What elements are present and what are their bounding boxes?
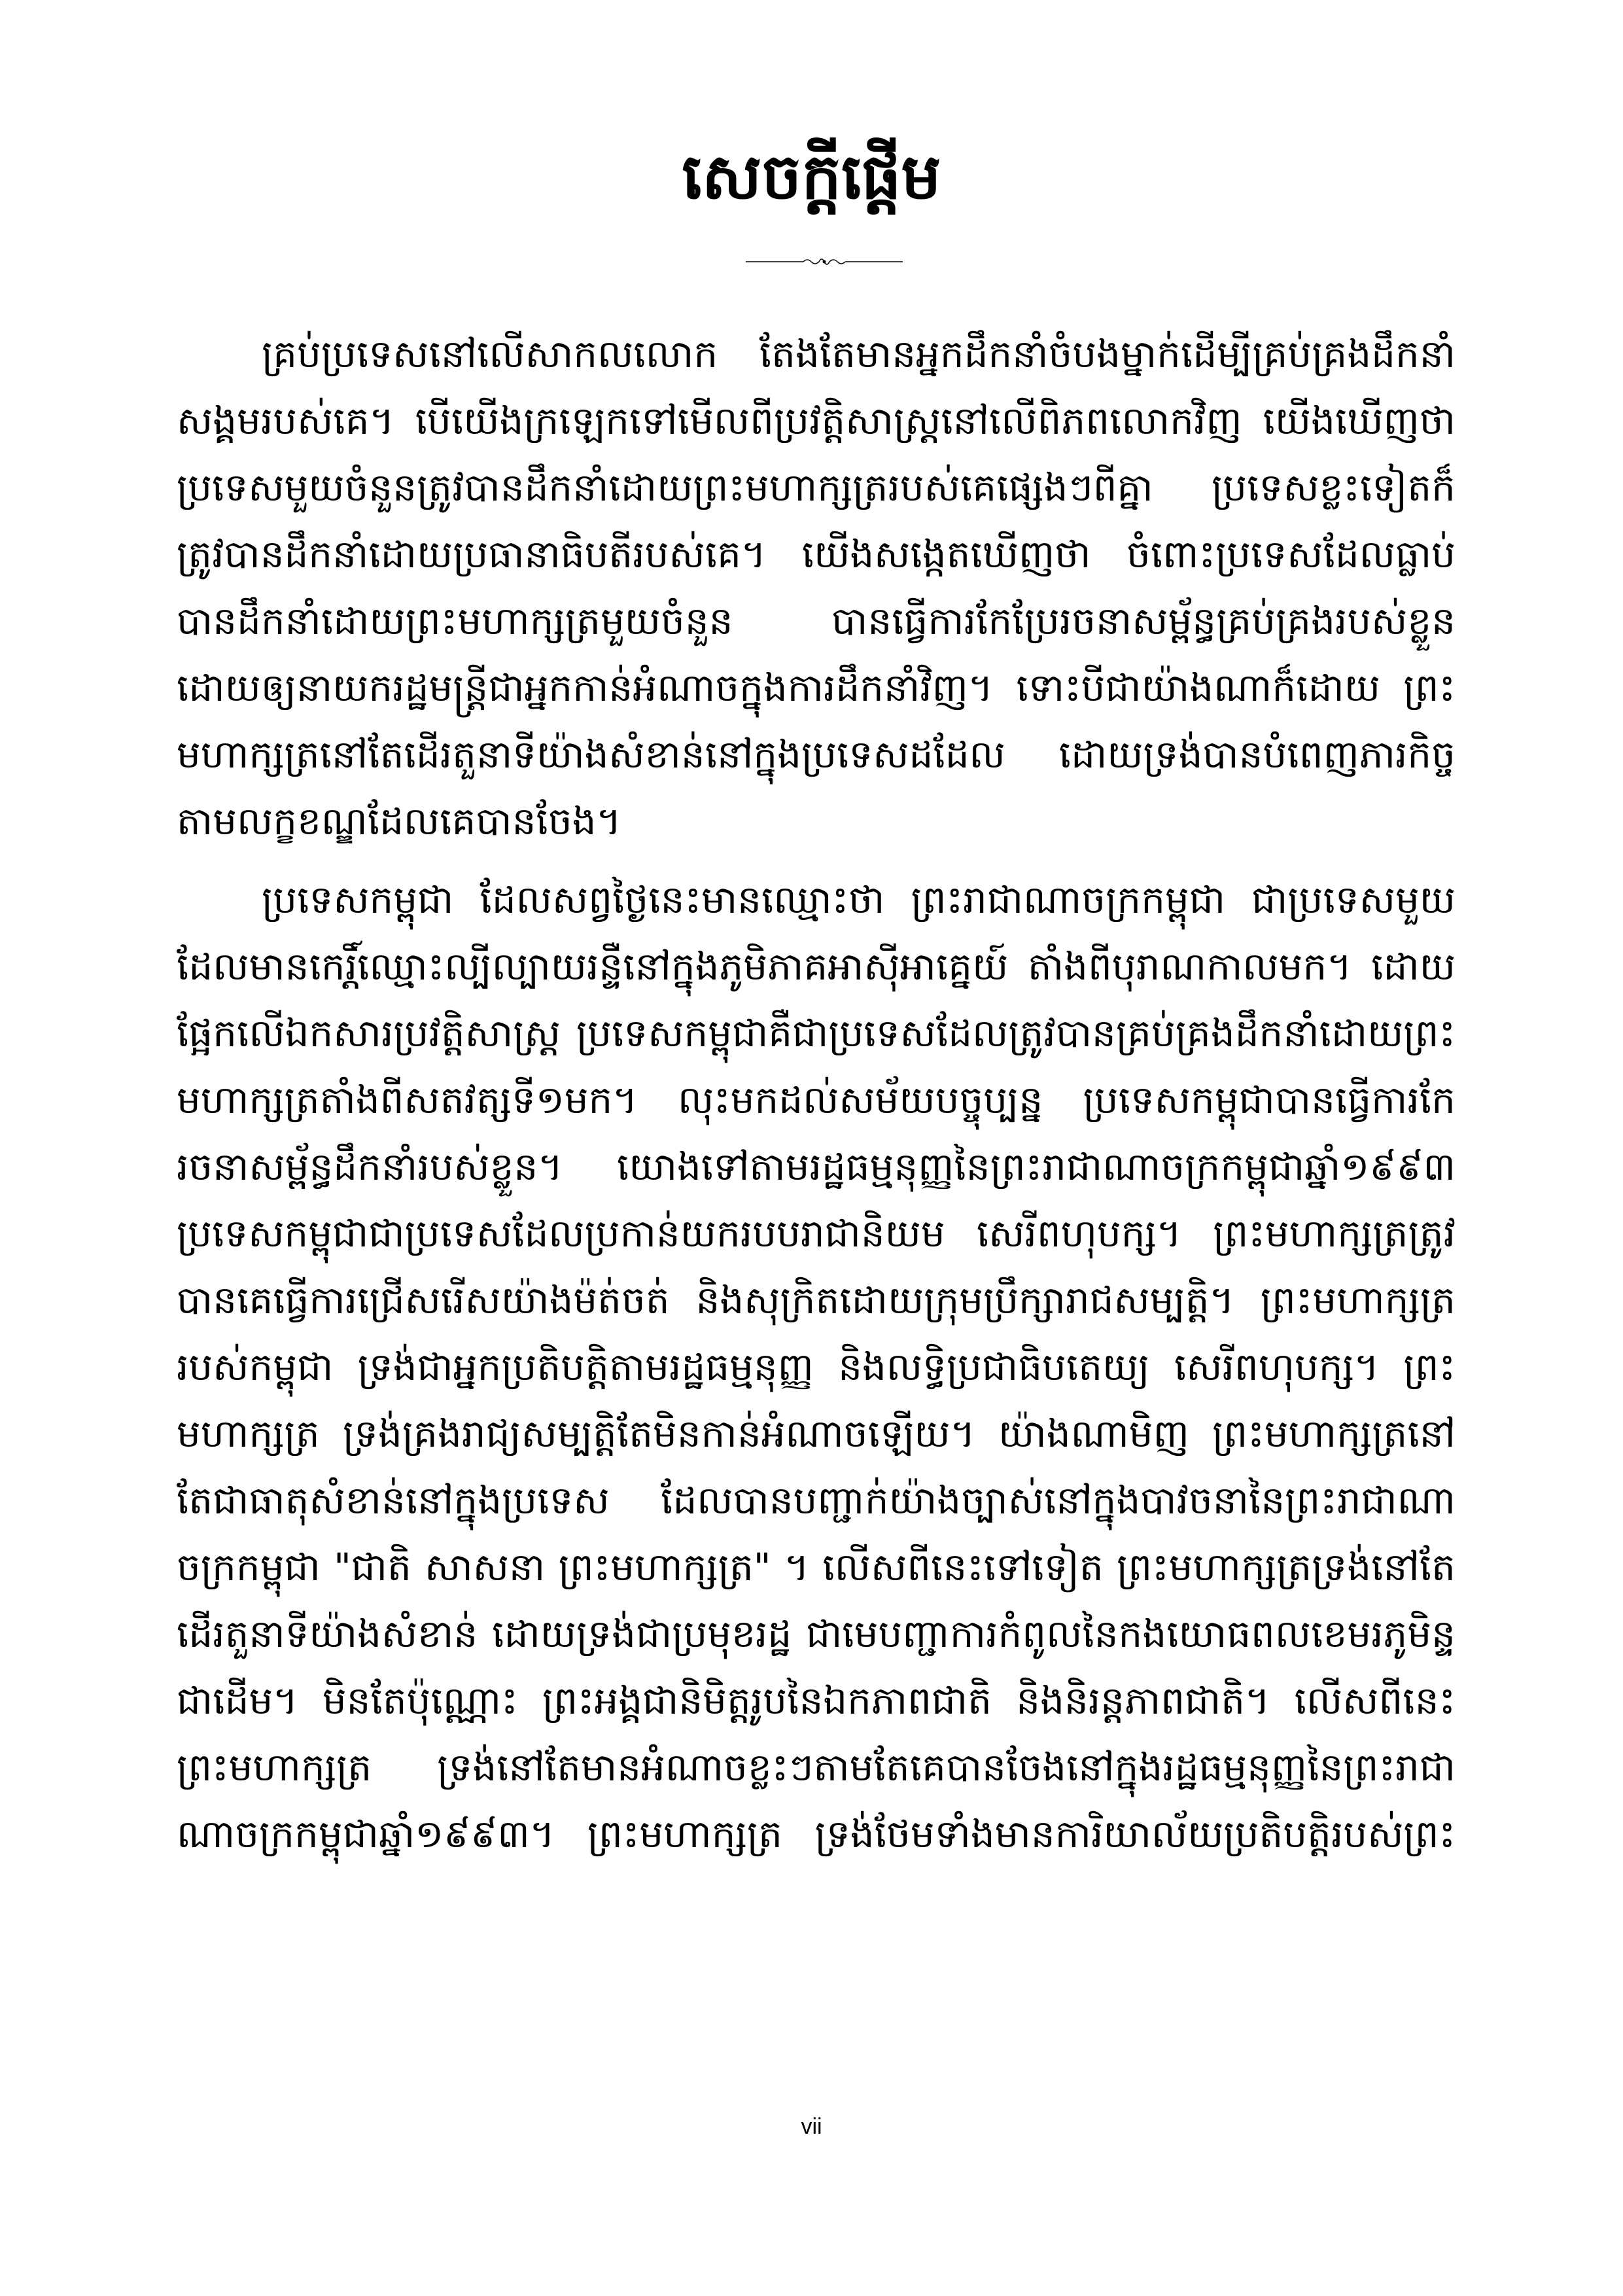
text-line: តាមលក្ខខណ្ឌដែលគេបានចែង។: [177, 799, 621, 843]
text-line: បានគេធ្វើការជ្រើសរើសយ៉ាងម៉ត់ចត់ និងសុក្រិតដោយក្រុមប្រឹក្សារាជសម្បត្តិ។ ព្រះមហាក្សត្រ: [177, 1278, 1456, 1322]
text-line: ដែលមានកេរ្តិ៍ឈ្មោះល្បីល្បាយរន្ទឺនៅក្នុងភូមិភាគអាស៊ីអាគ្នេយ៍ តាំងពីបុរាណកាលមក។ ដោយ: [177, 944, 1456, 989]
text-line: មហាក្សត្រតាំងពីសតវត្សទី១មក។ លុះមកដល់សម័យបច្ចុប្បន្ន ប្រទេសកម្ពុជាបានធ្វើការកែ: [177, 1078, 1456, 1122]
text-line: តែជាធាតុសំខាន់នៅក្នុងប្រទេស ដែលបានបញ្ជាក់យ៉ាងច្បាស់នៅក្នុងបាវចនានៃព្រះរាជាណា: [177, 1478, 1456, 1523]
text-line: មហាក្សត្រ ទ្រង់គ្រងរាជ្យសម្បត្តិតែមិនកាន់អំណាចឡើយ។ យ៉ាងណាមិញ ព្រះមហាក្សត្រនៅ: [177, 1411, 1456, 1456]
text-line: ប្រទេសកម្ពុជា ដែលសព្វថ្ងៃនេះមានឈ្មោះថា ព្រះរាជាណាចក្រកម្ពុជា ជាប្រទេសមួយ: [262, 877, 1456, 922]
text-line: សង្គមរបស់គេ។ បើយើងក្រឡេកទៅមើលពីប្រវត្តិសាស្ត្រនៅលើពិភពលោកវិញ យើងឃើញថា: [177, 398, 1456, 443]
text-line: រចនាសម្ព័ន្ធដឹកនាំរបស់ខ្លួន។ យោងទៅតាមរដ្ឋធម្មនុញ្ញនៃព្រះរាជាណាចក្រកម្ពុជាឆ្នាំ១៩៩៣: [177, 1144, 1456, 1189]
page-number: vii: [801, 2114, 822, 2139]
text-line: ណាចក្រកម្ពុជាឆ្នាំ១៩៩៣។ ព្រះមហាក្សត្រ ទ្រង់ថែមទាំងមានការិយាល័យប្រតិបត្តិរបស់ព្រះ: [177, 1812, 1456, 1856]
paragraph-2: [177, 866, 1456, 1867]
text-line: ចក្រកម្ពុជា "ជាតិ សាសនា ព្រះមហាក្សត្រ" ។ លើសពីនេះទៅទៀត ព្រះមហាក្សត្រទ្រង់នៅតែ: [177, 1545, 1456, 1589]
text-line: ជាដើម។ មិនតែប៉ុណ្ណោះ ព្រះអង្គជានិមិត្តរូបនៃឯកភាពជាតិ និងនិរន្តភាពជាតិ។ លើសពីនេះ: [177, 1678, 1456, 1723]
text-line: ផ្អែកលើឯកសារប្រវត្តិសាស្ត្រ ប្រទេសកម្ពុជាគឺជាប្រទេសដែលត្រូវបានគ្រប់គ្រងដឹកនាំដោយព្រះ: [177, 1011, 1456, 1055]
text-line: របស់កម្ពុជា ទ្រង់ជាអ្នកប្រតិបត្តិតាមរដ្ឋធម្មនុញ្ញ និងលទ្ធិប្រជាធិបតេយ្យ សេរីពហុបក្ស។ ព្រះ: [177, 1345, 1456, 1389]
paragraph-1: [177, 321, 1456, 855]
page-title: សេចក្តីផ្តើម: [682, 140, 941, 213]
body-text: [177, 321, 1456, 1879]
text-line: ព្រះមហាក្សត្រ ទ្រង់នៅតែមានអំណាចខ្លះៗតាមតែគេបានចែងនៅក្នុងរដ្ឋធម្មនុញ្ញនៃព្រះរាជា: [177, 1745, 1456, 1790]
text-line: ប្រទេសកម្ពុជាជាប្រទេសដែលប្រកាន់យករបបរាជានិយម សេរីពហុបក្ស។ ព្រះមហាក្សត្រត្រូវ: [177, 1211, 1456, 1256]
text-line: ប្រទេសមួយចំនួនត្រូវបានដឹកនាំដោយព្រះមហាក្សត្ររបស់គេផ្សេងៗពីគ្នា ប្រទេសខ្លះទៀតក៏: [177, 465, 1456, 510]
text-line: ដើរតួនាទីយ៉ាងសំខាន់ ដោយទ្រង់ជាប្រមុខរដ្ឋ ជាមេបញ្ជាការកំពូលនៃកងយោធពលខេមរភូមិន្ទ: [177, 1612, 1456, 1656]
decorative-divider-icon: [746, 255, 903, 268]
text-line: មហាក្សត្រនៅតែដើរតួនាទីយ៉ាងសំខាន់នៅក្នុងប្រទេសដដែល ដោយទ្រង់បានបំពេញភារកិច្ច: [177, 732, 1456, 777]
text-line: ត្រូវបានដឹកនាំដោយប្រធានាធិបតីរបស់គេ។ យើងសង្កេតឃើញថា ចំពោះប្រទេសដែលធ្លាប់: [177, 532, 1456, 576]
text-line: គ្រប់ប្រទេសនៅលើសាកលលោក តែងតែមានអ្នកដឹកនាំចំបងម្នាក់ដើម្បីគ្រប់គ្រងដឹកនាំ: [262, 332, 1456, 376]
text-line: ដោយឲ្យនាយករដ្ឋមន្ត្រីជាអ្នកកាន់អំណាចក្នុងការដឹកនាំវិញ។ ទោះបីជាយ៉ាងណាក៏ដោយ ព្រះ: [177, 665, 1456, 710]
text-line: បានដឹកនាំដោយព្រះមហាក្សត្រមួយចំនួន បានធ្វើការកែប្រែរចនាសម្ព័ន្ធគ្រប់គ្រងរបស់ខ្លួន: [177, 599, 1456, 643]
